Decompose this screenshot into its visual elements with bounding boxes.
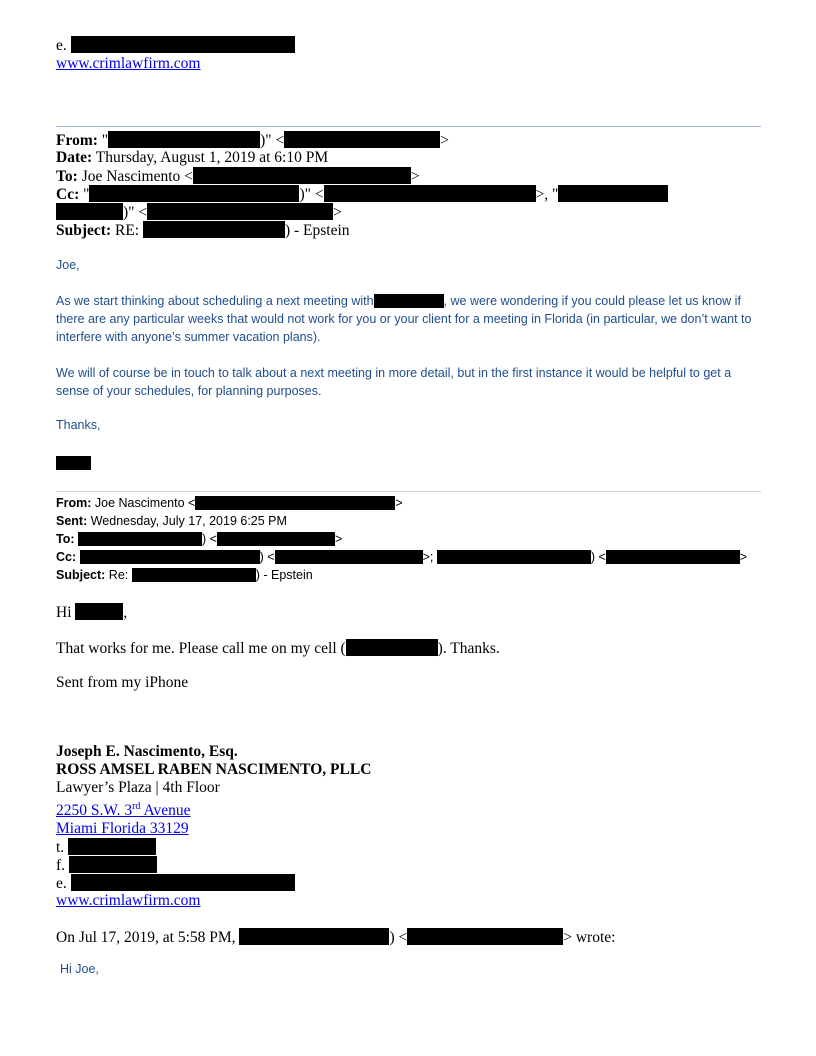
cc-text: ) <: [259, 550, 275, 564]
redaction-block: [275, 550, 423, 564]
quote-text: > wrote:: [563, 929, 616, 946]
header2-subject: [56, 568, 313, 582]
date-label: Date:: [56, 149, 93, 166]
redaction-block: [239, 928, 389, 945]
cc-text: )" <: [123, 204, 148, 221]
website-link[interactable]: www.crimlawfirm.com: [56, 55, 201, 72]
cc-label: Cc:: [56, 186, 80, 203]
redaction-block: [89, 185, 299, 202]
to-text: >: [410, 168, 420, 185]
sent-value: Wednesday, July 17, 2019 6:25 PM: [90, 514, 287, 528]
email-prefix: e.: [56, 875, 67, 892]
subject-label: Subject:: [56, 222, 112, 239]
header2-sent: [56, 514, 287, 528]
cc-text: >: [333, 204, 342, 221]
redaction-block: [437, 550, 591, 564]
header1-cc-cont: [56, 203, 342, 222]
paragraph-text: As we start thinking about scheduling a next meeting with: [56, 294, 374, 308]
fax-prefix: f.: [56, 857, 66, 874]
signature-name: Joseph E. Nascimento, Esq.: [56, 743, 238, 760]
redaction-block: [108, 131, 260, 148]
redaction-block: [346, 639, 438, 656]
redaction-block: [71, 874, 295, 891]
cc-text: >, ": [535, 186, 559, 203]
divider-rule: [56, 126, 761, 127]
quote-greeting: Hi Joe,: [60, 962, 99, 976]
divider-rule: [56, 491, 761, 492]
subject-prefix: RE:: [114, 222, 140, 239]
signature-city: [56, 820, 189, 838]
signature-fax: [56, 856, 157, 875]
header1-from: [56, 131, 449, 150]
message1-paragraph-1: [56, 292, 764, 346]
signature-redaction: [56, 456, 91, 470]
redaction-block: [56, 203, 123, 220]
street-link[interactable]: [56, 802, 191, 819]
signature-phone: [56, 838, 156, 857]
from-text: >: [395, 496, 403, 510]
greeting-text: ,: [123, 604, 128, 621]
header1-to: [56, 167, 420, 186]
redaction-block: [132, 568, 256, 582]
to-label: To:: [56, 532, 75, 546]
from-text: >: [440, 132, 449, 149]
message1-greeting: Joe,: [56, 258, 80, 272]
to-text: >: [334, 532, 343, 546]
cc-text: ": [83, 186, 90, 203]
header1-date: [56, 149, 328, 167]
quote-intro: [56, 928, 615, 947]
subject-label: Subject:: [56, 568, 106, 582]
quote-text: On Jul 17, 2019, at 5:58 PM,: [56, 929, 236, 946]
redaction-block: [147, 203, 333, 220]
signature-street: [56, 801, 191, 820]
redaction-block: [80, 550, 260, 564]
message2-sent-from: Sent from my iPhone: [56, 674, 189, 691]
signature-website: [56, 892, 200, 910]
website-link[interactable]: www.crimlawfirm.com: [56, 892, 201, 909]
quote-text: ) <: [389, 929, 408, 946]
redaction-block: [71, 36, 295, 53]
email-prefix: e.: [56, 37, 67, 54]
redaction-block: [558, 185, 668, 202]
paragraph-text: , we were wondering if you could please let us know if there are any particular weeks that would not work for you or your client for a meeting in Florida (in particular, we don’t want to interfere with anyone’s summer vacation plans).: [56, 294, 752, 344]
signature-email: [56, 874, 295, 893]
redaction-block: [68, 838, 156, 855]
from-text: ": [101, 132, 109, 149]
signature-firm: ROSS AMSEL RABEN NASCIMENTO, PLLC: [56, 761, 372, 778]
redaction-block: [78, 532, 202, 546]
message2-body: [56, 639, 500, 658]
cc-text: >: [739, 550, 748, 564]
phone-prefix: t.: [56, 839, 65, 856]
message1-paragraph-2: We will of course be in touch to talk about a next meeting in more detail, but in the first instance it would be helpful to get a sense of your schedules, for planning purposes.: [56, 366, 732, 398]
to-label: To:: [56, 168, 78, 185]
header1-subject: [56, 221, 350, 240]
redaction-block: [75, 603, 123, 620]
redaction-block: [143, 221, 285, 238]
greeting-text: Hi: [56, 604, 72, 621]
redaction-block: [284, 131, 440, 148]
redaction-block: [217, 532, 335, 546]
body-text: ). Thanks.: [437, 640, 500, 657]
header2-cc: [56, 550, 747, 564]
subject-suffix: ) - Epstein: [284, 222, 350, 239]
redaction-block: [374, 294, 444, 308]
from-label: From:: [56, 132, 98, 149]
body-text: That works for me. Please call me on my cell (: [56, 640, 346, 657]
cc-text: >;: [422, 550, 434, 564]
sent-label: Sent:: [56, 514, 88, 528]
street-superscript: rd: [132, 801, 141, 812]
date-value: Thursday, August 1, 2019 at 6:10 PM: [95, 149, 329, 166]
cc-text: ) <: [590, 550, 606, 564]
from-value: Joe Nascimento <: [94, 496, 196, 510]
subject-suffix: ) - Epstein: [255, 568, 313, 582]
from-text: )" <: [260, 132, 285, 149]
header2-from: [56, 496, 403, 510]
city-link[interactable]: Miami Florida 33129: [56, 820, 189, 837]
signature-building: Lawyer’s Plaza | 4th Floor: [56, 779, 220, 796]
redaction-block: [69, 856, 157, 873]
to-text: ) <: [202, 532, 217, 546]
to-value: Joe Nascimento <: [81, 168, 193, 185]
redaction-block: [606, 550, 740, 564]
cc-text: )" <: [299, 186, 324, 203]
top-website-line: [56, 55, 200, 73]
message2-greeting: [56, 603, 127, 622]
subject-prefix: Re:: [108, 568, 129, 582]
redaction-block: [195, 496, 395, 510]
header1-cc: [56, 185, 668, 204]
top-email-line: [56, 36, 295, 55]
cc-label: Cc:: [56, 550, 77, 564]
header2-to: [56, 532, 342, 546]
street-text: 2250 S.W. 3: [56, 802, 133, 820]
redaction-block: [407, 928, 563, 945]
street-text: Avenue: [140, 802, 191, 820]
redaction-block: [193, 167, 411, 184]
message1-closing: Thanks,: [56, 418, 101, 432]
redaction-block: [324, 185, 536, 202]
from-label: From:: [56, 496, 92, 510]
